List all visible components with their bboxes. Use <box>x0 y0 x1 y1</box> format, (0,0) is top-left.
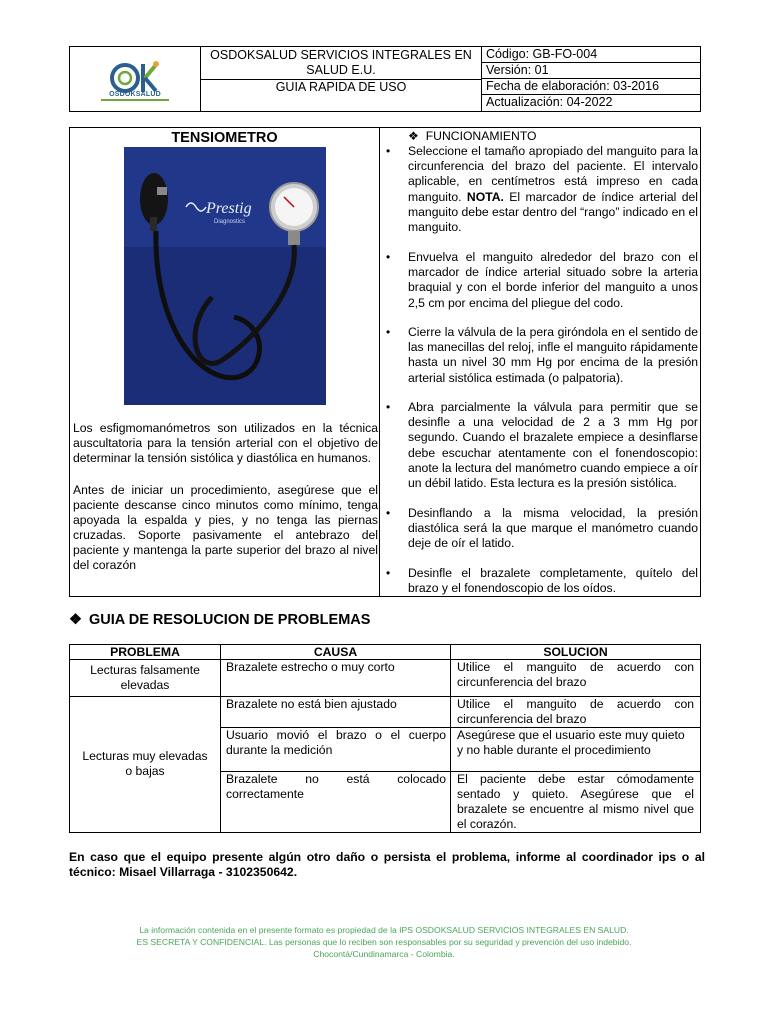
sphygmomanometer-photo <box>124 147 326 405</box>
funcionamiento-heading <box>380 129 700 143</box>
row-3-solucion: Asegúrese que el usuario este muy quieto y no hable durante el procedimiento <box>457 728 685 757</box>
logo-cell <box>70 47 201 111</box>
row-3-causa: Usuario movió el brazo o el cuerpo durante la medición <box>226 728 446 757</box>
row-4-solucion: El paciente debe estar cómodamente sentado y quieto. Asegúrese que el brazalete se encuentre al mismo nivel que el corazón. <box>457 772 694 831</box>
logo-underline <box>101 99 169 101</box>
table-header-problema: PROBLEMA <box>110 645 180 659</box>
row-1-solucion: Utilice el manguito de acuerdo con circunferencia del brazo <box>457 660 694 689</box>
meta-actualizacion: Actualización: 04-2022 <box>486 95 613 109</box>
diamond-bullet-icon: ❖ <box>408 129 419 143</box>
instruction-1-text-b: El marcador de índice arterial del manguito debe estar dentro del “rango” indicado en el manguito. <box>408 189 699 235</box>
document-subtitle: GUIA RAPIDA DE USO <box>275 80 407 94</box>
row-4-causa: Brazalete no está colocado correctamente <box>226 772 446 801</box>
company-name <box>201 47 481 80</box>
troubleshooting-title-text: GUIA DE RESOLUCION DE PROBLEMAS <box>89 612 371 628</box>
table-header-solucion: SOLUCION <box>543 645 608 659</box>
meta-cell <box>482 47 700 111</box>
description-paragraph-2: Antes de iniciar un procedimiento, asegúrese que el paciente descanse cinco minutos como mínimo, tenga apoyada la espalda y pies, y no tenga las piernas cruzadas. Soporte pasivamente el antebrazo del paciente y mantenga la parte superior del brazo al nivel del corazón <box>73 483 378 572</box>
troubleshooting-table <box>69 644 701 833</box>
meta-codigo: Código: GB-FO-004 <box>482 47 700 63</box>
tensiometro-title: TENSIOMETRO <box>171 130 278 146</box>
footer-line-2: ES SECRETA Y CONFIDENCIAL. Las personas que lo reciben son responsables por su seguridad y prevención del uso indebido. <box>136 937 632 947</box>
footer-line-3: Chocontá/Cundinamarca - Colombia. <box>313 949 455 959</box>
title-cell <box>201 47 482 111</box>
problem-2: Lecturas muy elevadas o bajas <box>82 749 208 778</box>
instruction-item-1 <box>380 144 700 235</box>
row-1-causa: Brazalete estrecho o muy corto <box>226 660 395 674</box>
row-2-causa: Brazalete no está bien ajustado <box>226 697 397 711</box>
diamond-bullet-icon: ❖ <box>69 612 82 628</box>
logo-wordmark: OSDOKSALUD <box>109 91 161 98</box>
row-2-solucion: Utilice el manguito de acuerdo con circunferencia del brazo <box>457 697 694 726</box>
instruction-item-4: • Abra parcialmente la válvula para permitir que se desinfle a una velocidad de 2 a 3 mm Hg por segundo. Cuando el brazalete empiece a desinflarse debe escuchar atentamente con el fonendoscopio: anote la lectura del manómetro cuando empiece a oír un débil latido. Esta lectura es la presión sistólica. <box>380 400 700 491</box>
instruction-1-nota: NOTA. <box>466 189 504 204</box>
main-section <box>69 127 701 597</box>
funcionamiento-label: FUNCIONAMIENTO <box>425 129 537 143</box>
closing-note: En caso que el equipo presente algún otro daño o persista el problema, informe al coordinador ips o al técnico: Misael Villarraga - 3102350642. <box>69 850 705 879</box>
table-header-causa: CAUSA <box>313 645 358 659</box>
footer-line-1: La información contenida en el presente formato es propiedad de la IPS OSDOKSALUD SERVICIOS INTEGRALES EN SALUD. <box>139 925 629 935</box>
sphygmomanometer-illustration <box>124 147 326 405</box>
company-name-line1: OSDOKSALUD SERVICIOS INTEGRALES EN <box>210 48 472 62</box>
meta-fecha: Fecha de elaboración: 03-2016 <box>482 79 700 95</box>
problem-1: Lecturas falsamente elevadas <box>90 663 200 692</box>
left-panel <box>70 128 380 596</box>
description-paragraph-1: Los esfigmomanómetros son utilizados en la técnica auscultatoria para la tensión arterial con el objetivo de determinar la tensión sistólica y diastólica en humanos. <box>73 421 378 465</box>
company-name-line2: SALUD E.U. <box>306 63 376 77</box>
photo-brand-sub: Diagnostics <box>214 219 246 225</box>
photo-brand-text: Prestig <box>206 200 252 217</box>
confidentiality-footer <box>100 924 668 960</box>
troubleshooting-title <box>69 612 370 628</box>
right-panel <box>380 128 700 596</box>
instruction-item-5: • Desinflando a la misma velocidad, la presión diastólica será la que marque el manómetro cuando deje de oír el latido. <box>380 506 700 552</box>
instruction-1-text-a: Seleccione el tamaño apropiado del manguito para la circunferencia del brazo del paciente. El intervalo aplicable, en centímetros está impreso en cada manguito. <box>408 144 698 204</box>
instruction-item-6: • Desinfle el brazalete completamente, quítelo del brazo y el fonendoscopio de los oídos. <box>380 566 700 596</box>
document-header <box>69 46 701 112</box>
instruction-item-2: • Envuelva el manguito alrededor del brazo con el marcador de índice arterial situado sobre la arteria braquial y con el borde inferior del manguito a unos 2,5 cm por encima del pliegue del codo. <box>380 250 700 311</box>
instruction-item-3: • Cierre la válvula de la pera giróndola en el sentido de las manecillas del reloj, infle el manguito rápidamente hasta un nivel 30 mm Hg por encima de la presión arterial sistólica estimada (o palpatoria). <box>380 325 700 386</box>
meta-version: Versión: 01 <box>482 63 700 79</box>
